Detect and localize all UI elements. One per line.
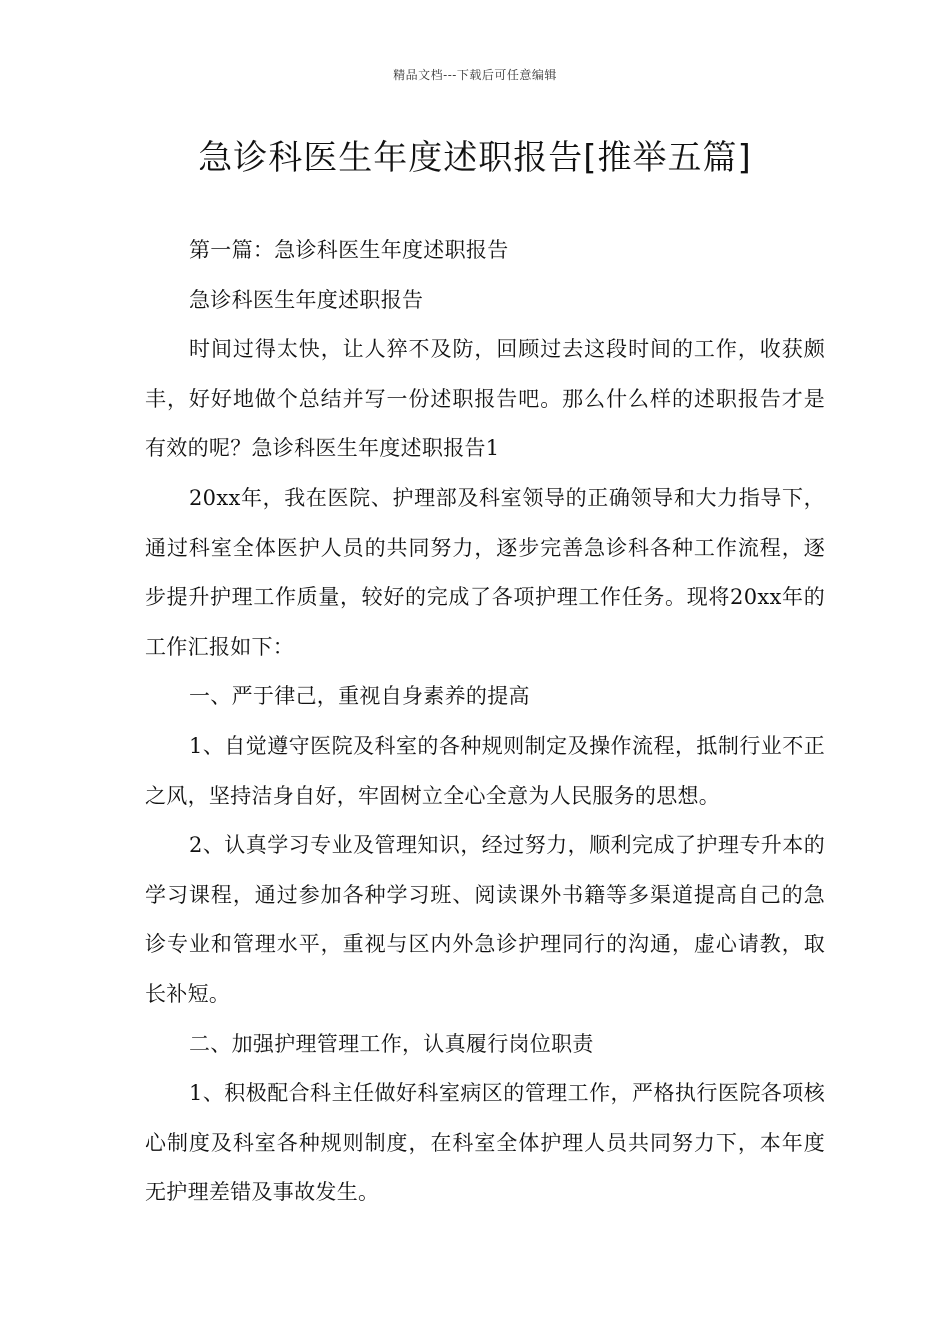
document-title: 急诊科医生年度述职报告[推举五篇] [198,138,752,178]
paragraph: 1、积极配合科主任做好科室病区的管理工作，严格执行医院各项核心制度及科室各种规则制度，在科室全体护理人员共同努力下，本年度无护理差错及事故发生。 [145,1081,825,1205]
paragraph: 第一篇：急诊科医生年度述职报告 [189,238,509,262]
paragraph: 时间过得太快，让人猝不及防，回顾过去这段时间的工作，收获颇丰，好好地做个总结并写一份述职报告吧。那么什么样的述职报告才是有效的呢？急诊科医生年度述职报告1 [145,337,825,461]
paragraph: 2、认真学习专业及管理知识，经过努力，顺利完成了护理专升本的学习课程，通过参加各种学习班、阅读课外书籍等多渠道提高自己的急诊专业和管理水平，重视与区内外急诊护理同行的沟通，虚心请教，取长补短。 [145,833,825,1006]
section-heading: 一、严于律己，重视自身素养的提高 [189,684,530,709]
paragraph: 急诊科医生年度述职报告 [189,287,424,312]
header-note: 精品文档---下载后可任意编辑 [393,68,557,82]
section-heading: 二、加强护理管理工作，认真履行岗位职责 [189,1031,594,1056]
paragraph: 20xx年，我在医院、护理部及科室领导的正确领导和大力指导下，通过科室全体医护人员的共同努力，逐步完善急诊科各种工作流程，逐步提升护理工作质量，较好的完成了各项护理工作任务。现将20xx年的工作汇报如下： [145,485,825,659]
document-body [145,226,825,1218]
paragraph: 1、自觉遵守医院及科室的各种规则制定及操作流程，抵制行业不正之风，坚持洁身自好，牢固树立全心全意为人民服务的思想。 [145,733,825,808]
